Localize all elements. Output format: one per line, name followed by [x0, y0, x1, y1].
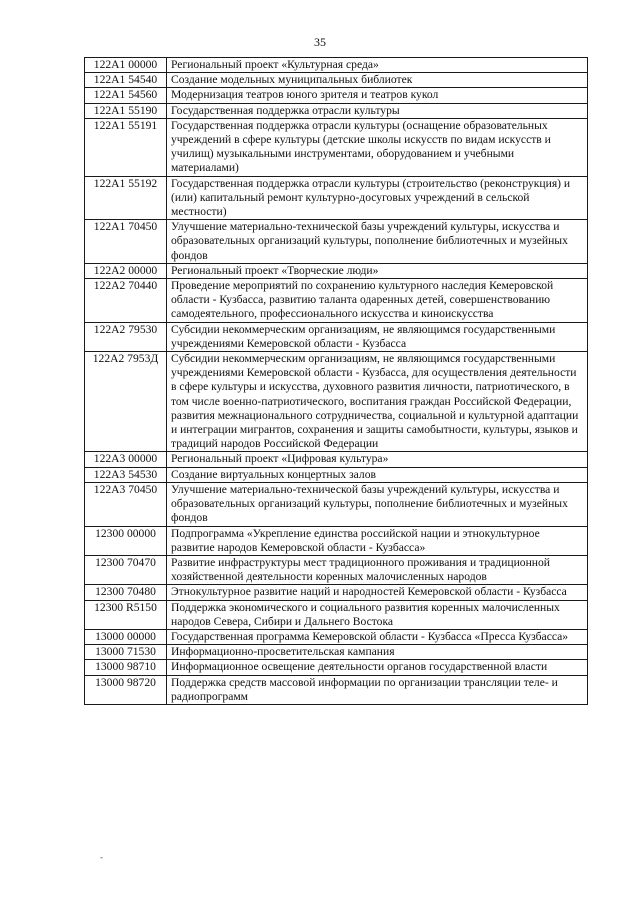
table-row [85, 467, 588, 482]
row-description-cell: Государственная поддержка отрасли культуры (строительство (реконструкция) и (или) капитальный ремонт культурно-досуговых учреждений в сельской местности) [167, 176, 588, 220]
table-body [85, 58, 588, 705]
row-description-cell: Создание модельных муниципальных библиотек [167, 73, 588, 88]
row-description-cell: Поддержка экономического и социального развития коренных малочисленных народов Севера, Сибири и Дальнего Востока [167, 600, 588, 629]
row-code-cell: 12300 70470 [85, 555, 167, 584]
table-row [85, 555, 588, 584]
row-code-cell: 13000 00000 [85, 629, 167, 644]
table-row [85, 279, 588, 323]
table-row [85, 645, 588, 660]
page-number: 35 [314, 35, 326, 49]
table-row [85, 452, 588, 467]
row-code-cell: 13000 71530 [85, 645, 167, 660]
row-code-cell: 122A2 70440 [85, 279, 167, 323]
table-row [85, 600, 588, 629]
row-description-cell: Информационно-просветительская кампания [167, 645, 588, 660]
row-description-cell: Модернизация театров юного зрителя и театров кукол [167, 88, 588, 103]
row-description-cell: Государственная программа Кемеровской области - Кузбасса «Пресса Кузбасса» [167, 629, 588, 644]
row-description-cell: Информационное освещение деятельности органов государственной власти [167, 660, 588, 675]
row-code-cell: 122A2 79530 [85, 322, 167, 351]
row-description-cell: Улучшение материально-технической базы учреждений культуры, искусства и образовательных организаций культуры, пополнение библиотечных и музейных фондов [167, 220, 588, 264]
row-description-cell: Субсидии некоммерческим организациям, не являющимся государственными учреждениями Кемеровской области - Кузбасса [167, 322, 588, 351]
row-code-cell: 12300 00000 [85, 526, 167, 555]
table-row [85, 322, 588, 351]
row-code-cell: 122A1 70450 [85, 220, 167, 264]
row-code-cell: 122A1 55190 [85, 103, 167, 118]
table-row [85, 176, 588, 220]
row-code-cell: 13000 98710 [85, 660, 167, 675]
row-code-cell: 122A3 54530 [85, 467, 167, 482]
row-description-cell: Этнокультурное развитие наций и народностей Кемеровской области - Кузбасса [167, 585, 588, 600]
table-row [85, 585, 588, 600]
table-row [85, 103, 588, 118]
row-description-cell: Государственная поддержка отрасли культуры [167, 103, 588, 118]
row-code-cell: 122A1 54560 [85, 88, 167, 103]
row-code-cell: 122A2 00000 [85, 263, 167, 278]
row-code-cell: 12300 70480 [85, 585, 167, 600]
table-row [85, 675, 588, 704]
table-row [85, 73, 588, 88]
row-code-cell: 12300 R5150 [85, 600, 167, 629]
row-description-cell: Субсидии некоммерческим организациям, не являющимся государственными учреждениями Кемеровской области - Кузбасса, для осуществления деятельности в сфере культуры и искусства, духовного развития личности, патриотического, в том числе военно-патриотического, воспитания граждан Российской Федерации, развития межнационального сотрудничества, социальной и культурной адаптации и интеграции мигрантов, сохранения и защиты самобытности, культуры, языков и традиций народов Российской Федерации [167, 352, 588, 452]
row-description-cell: Поддержка средств массовой информации по организации трансляции теле- и радиопрограмм [167, 675, 588, 704]
table-row [85, 58, 588, 73]
row-code-cell: 122A2 7953Д [85, 352, 167, 452]
table-row [85, 660, 588, 675]
row-description-cell: Развитие инфраструктуры мест традиционного проживания и традиционной хозяйственной деятельности коренных малочисленных народов [167, 555, 588, 584]
row-code-cell: 122A3 00000 [85, 452, 167, 467]
table-row [85, 629, 588, 644]
row-description-cell: Проведение мероприятий по сохранению культурного наследия Кемеровской области - Кузбасса, развитию таланта одаренных детей, совершенствованию самодеятельного, профессионального искусства и киноискусства [167, 279, 588, 323]
budget-codes-table [84, 57, 588, 705]
table-row [85, 263, 588, 278]
table-row [85, 352, 588, 452]
row-description-cell: Подпрограмма «Укрепление единства российской нации и этнокультурное развитие народов Кемеровской области - Кузбасса» [167, 526, 588, 555]
row-description-cell: Государственная поддержка отрасли культуры (оснащение образовательных учреждений в сфере культуры (детские школы искусств по видам искусств и училищ) музыкальными инструментами, оборудованием и учебными материалами) [167, 118, 588, 176]
table-row [85, 118, 588, 176]
row-code-cell: 13000 98720 [85, 675, 167, 704]
table-row [85, 88, 588, 103]
row-description-cell: Региональный проект «Творческие люди» [167, 263, 588, 278]
row-code-cell: 122A3 70450 [85, 482, 167, 526]
table-row [85, 482, 588, 526]
row-code-cell: 122A1 00000 [85, 58, 167, 73]
row-description-cell: Создание виртуальных концертных залов [167, 467, 588, 482]
row-code-cell: 122A1 55192 [85, 176, 167, 220]
table-row [85, 526, 588, 555]
row-description-cell: Улучшение материально-технической базы учреждений культуры, искусства и образовательных организаций культуры, пополнение библиотечных и музейных фондов [167, 482, 588, 526]
row-description-cell: Региональный проект «Цифровая культура» [167, 452, 588, 467]
row-description-cell: Региональный проект «Культурная среда» [167, 58, 588, 73]
row-code-cell: 122A1 54540 [85, 73, 167, 88]
row-code-cell: 122A1 55191 [85, 118, 167, 176]
scan-speck: - [100, 852, 103, 862]
table-row [85, 220, 588, 264]
